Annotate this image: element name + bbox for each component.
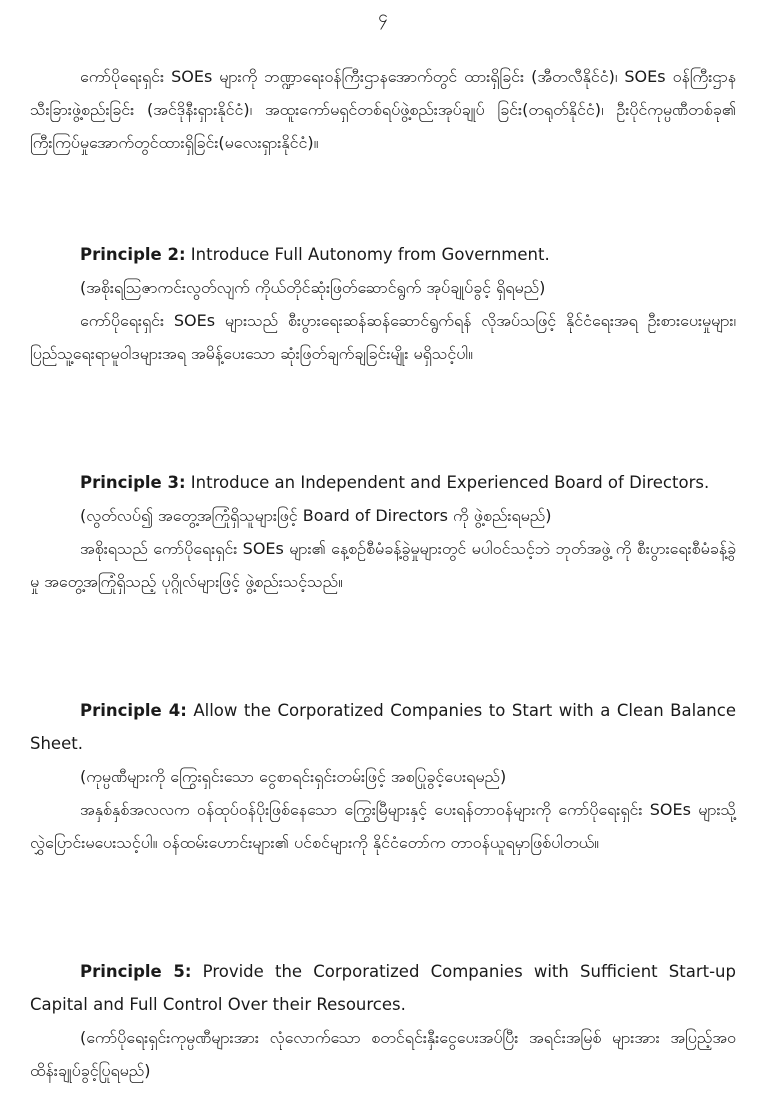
- principle-2-section: [30, 238, 736, 370]
- page-number: ၄: [378, 7, 388, 27]
- intro-section: [30, 60, 736, 159]
- principle-3-subtitle: (လွတ်လပ်၍ အတွေ့အကြုံရှိသူများဖြင့် Board of Directors ကို ဖွဲ့စည်းရမည်): [80, 506, 552, 525]
- principle-3-section: [30, 466, 736, 598]
- document-page: [30, 0, 736, 1114]
- principle-4-section: [30, 694, 736, 859]
- principle-title: Provide the Corporatized Companies with Sufficient Start-up Capital and Full Control Over their Resources.: [30, 962, 736, 1014]
- principle-title: Introduce Full Autonomy from Government.: [185, 245, 550, 264]
- principle-label: Principle 5:: [80, 962, 192, 981]
- principle-4-subtitle: (ကုမ္ပဏီများကို ကြွေးရှင်းသော ငွေစာရင်းရှင်းတမ်းဖြင့် အစပြုခွင့်ပေးရမည်): [80, 767, 507, 786]
- principle-2-heading: [30, 238, 736, 271]
- principle-2-subtitle: (အစိုးရသြဇာကင်းလွတ်လျက် ကိုယ်တိုင်ဆုံးဖြတ်ဆောင်ရွက် အုပ်ချုပ်ခွင့် ရှိရမည်): [80, 278, 546, 297]
- principle-4-body: အနှစ်နှစ်အလလက ဝန်ထုပ်ဝန်ပိုးဖြစ်နေသော ကြွေးမြီများနှင့် ပေးရန်တာဝန်များကို ကော်ပိုရေးရှင်း SOEs များသို့ လွှဲပြောင်းမပေးသင့်ပါ။ ဝန်ထမ်းဟောင်းများ၏ ပင်စင်များကို နိုင်ငံတော်က တာဝန်ယူရမှာဖြစ်ပါတယ်။: [30, 800, 736, 852]
- principle-3-heading: [30, 466, 736, 499]
- principle-5-subtitle: (ကော်ပိုရေးရှင်းကုမ္ပဏီများအား လုံလောက်သော စတင်ရင်းနှီးငွေပေးအပ်ပြီး အရင်းအမြစ် များအား အပြည့်အဝထိန်းချုပ်ခွင့်ပြုရမည်): [30, 1028, 736, 1080]
- principle-label: Principle 3:: [80, 473, 186, 492]
- principle-title: Introduce an Independent and Experienced Board of Directors.: [185, 473, 710, 492]
- principle-label: Principle 4:: [80, 701, 187, 720]
- principle-2-body: ကော်ပိုရေးရှင်း SOEs များသည် စီးပွားရေးဆန်ဆန်ဆောင်ရွက်ရန် လိုအပ်သဖြင့် နိုင်ငံရေးအရ ဦးစားပေးမှုများ၊ ပြည်သူ့ရေးရာမူဝါဒများအရ အမိန့်ပေးသော ဆုံးဖြတ်ချက်ချခြင်းမျိုး မရှိသင့်ပါ။: [30, 311, 736, 363]
- principle-label: Principle 2:: [80, 245, 186, 264]
- principle-5-section: [30, 955, 736, 1087]
- principle-5-heading: [30, 955, 736, 1021]
- intro-paragraph: ကော်ပိုရေးရှင်း SOEs များကို ဘဏ္ဍာရေးဝန်ကြီးဌာနအောက်တွင် ထားရှိခြင်း (အီတလီနိုင်ငံ)၊ SOEs ဝန်ကြီးဌာနသီးခြားဖွဲ့စည်းခြင်း (အင်ဒိုနီးရှားနိုင်ငံ)၊ အထူးကော်မရှင်တစ်ရပ်ဖွဲ့စည်းအုပ်ချုပ် ခြင်း(တရုတ်နိုင်ငံ)၊ ဦးပိုင်ကုမ္ပဏီတစ်ခု၏ ကြီးကြပ်မှုအောက်တွင်ထားရှိခြင်း(မလေးရှားနိုင်ငံ)။: [30, 67, 736, 152]
- principle-4-heading: [30, 694, 736, 760]
- principle-title: Allow the Corporatized Companies to Start with a Clean Balance Sheet.: [30, 701, 736, 753]
- principle-3-body: အစိုးရသည် ကော်ပိုရေးရှင်း SOEs များ၏ နေ့စဉ်စီမံခန့်ခွဲမှုများတွင် မပါဝင်သင့်ဘဲ ဘုတ်အဖွဲ့ ကို စီးပွားရေးစီမံခန့်ခွဲမှု အတွေ့အကြုံရှိသည့် ပုဂ္ဂိုလ်များဖြင့် ဖွဲ့စည်းသင့်သည်။: [30, 539, 736, 591]
